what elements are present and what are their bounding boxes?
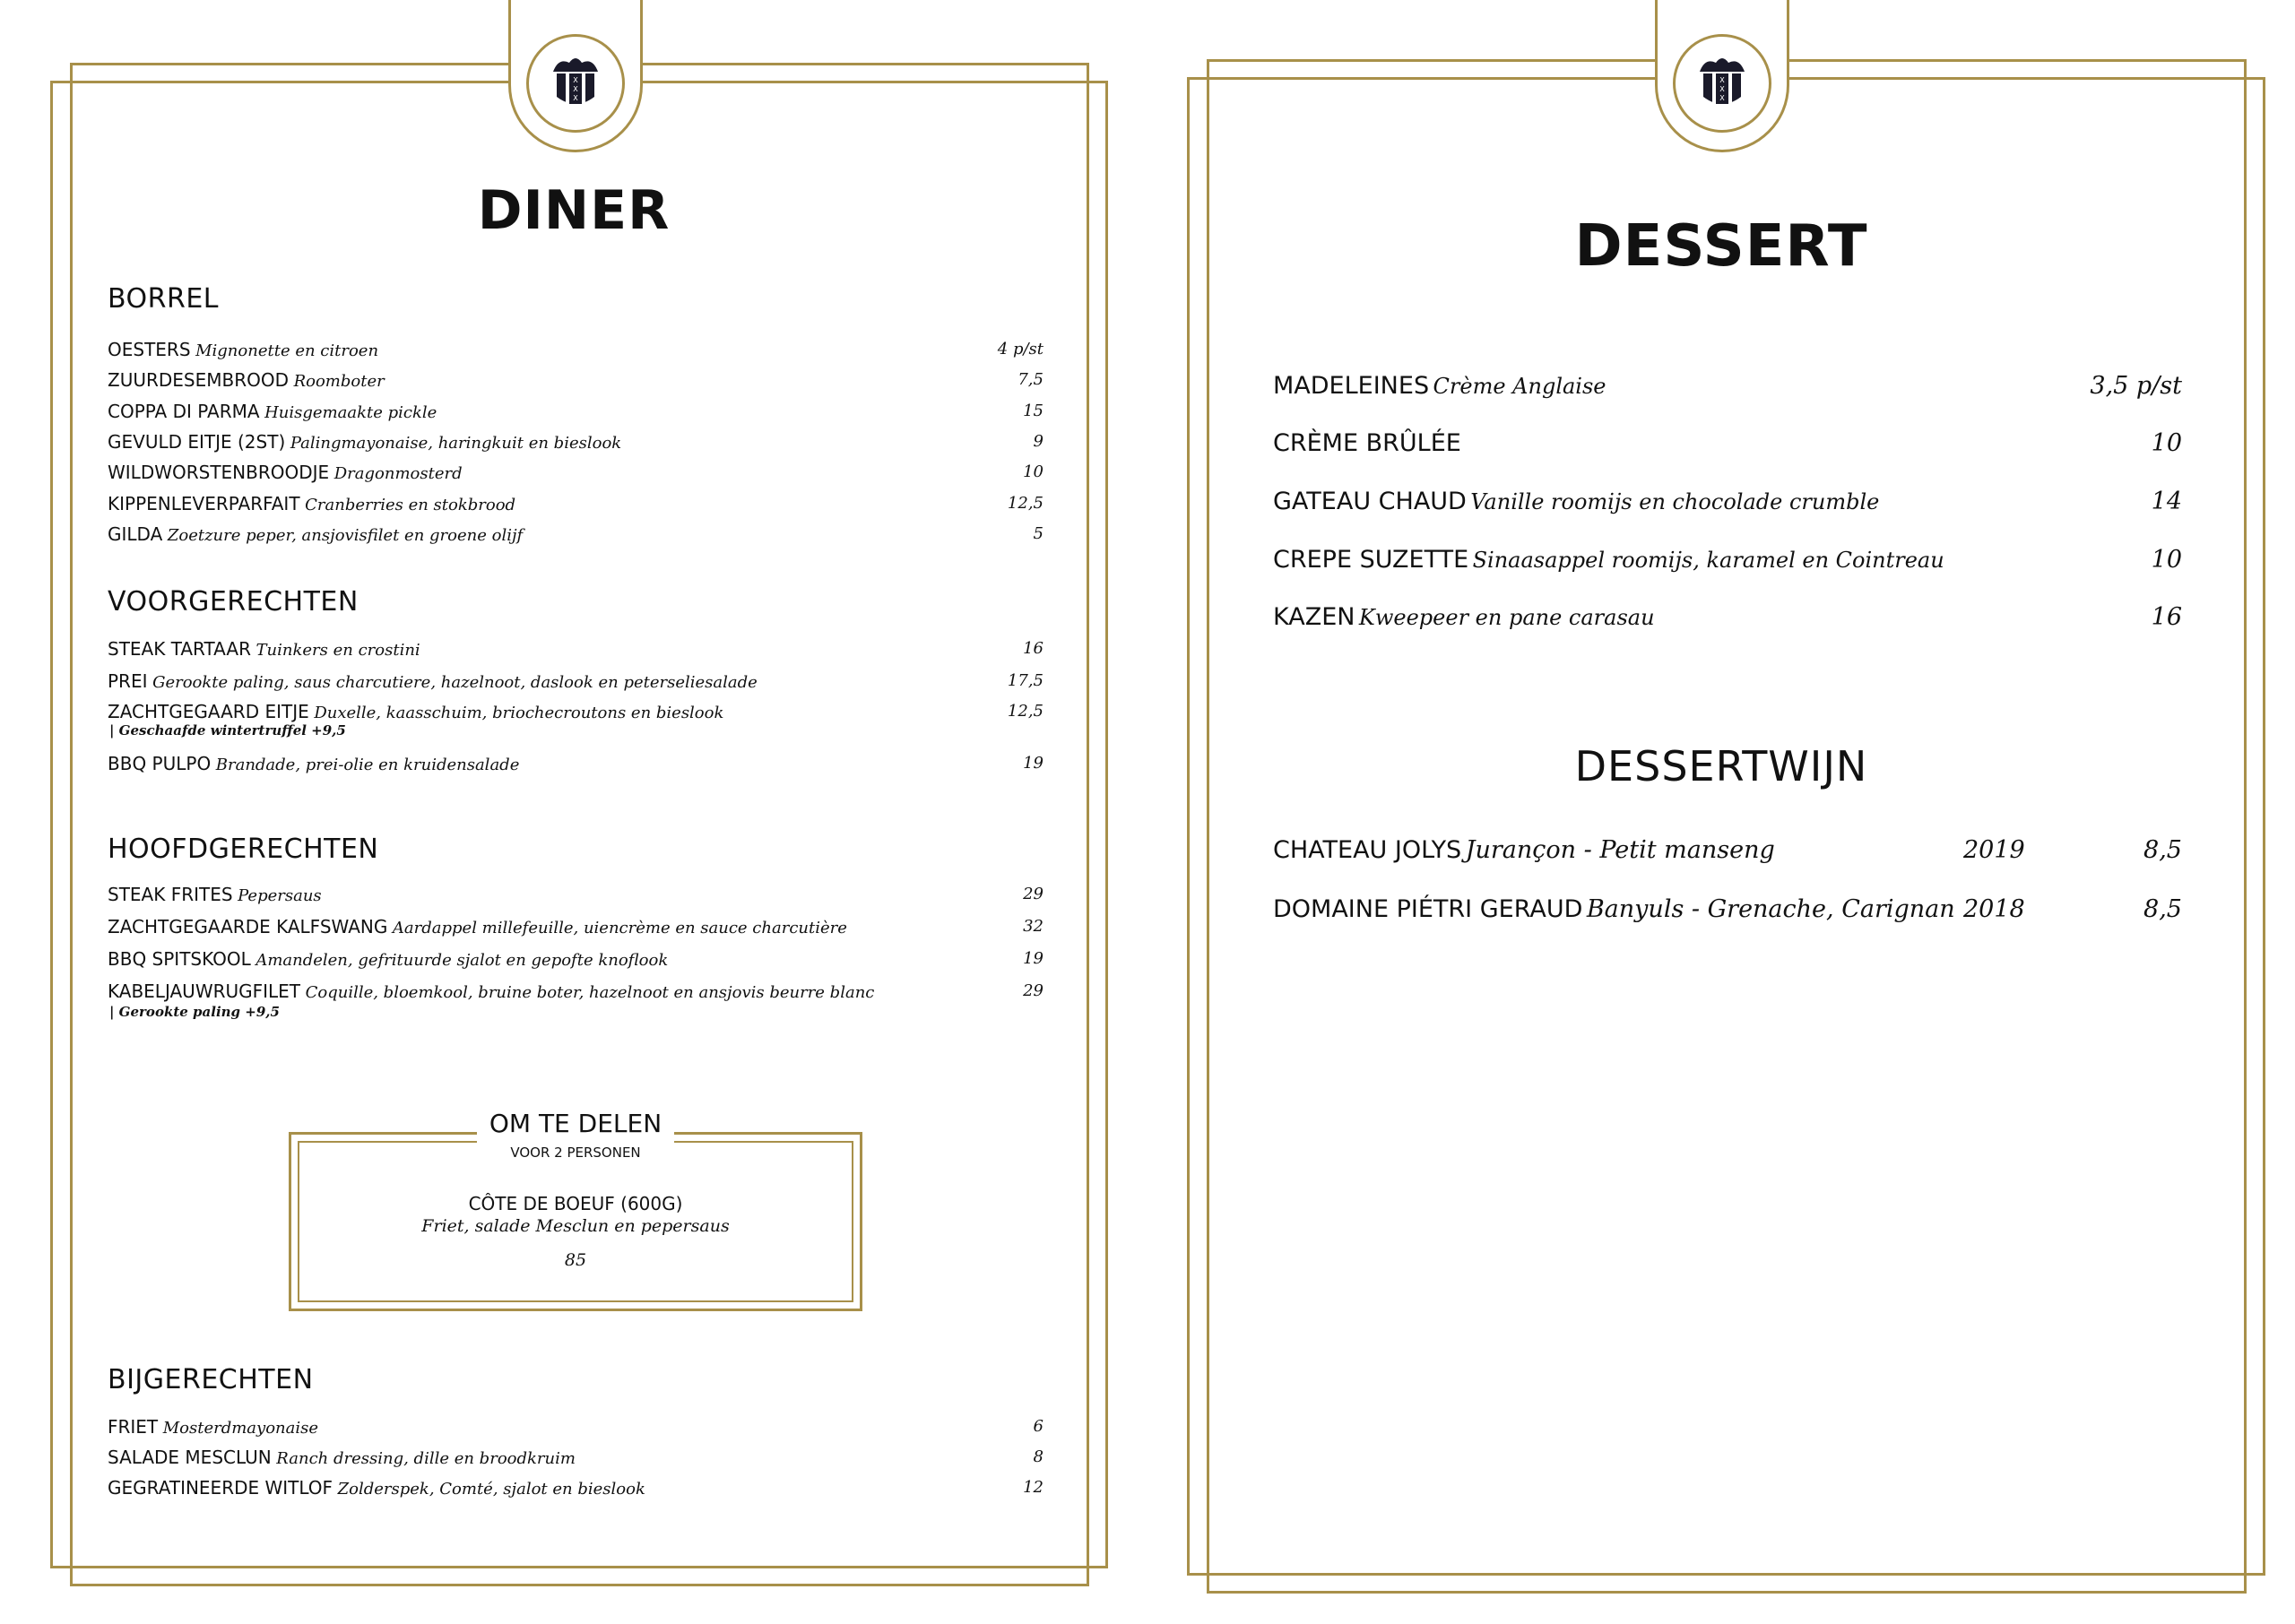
menu-item	[108, 462, 1044, 485]
menu-item-name: FRIET	[108, 1416, 159, 1438]
wine-description: Banyuls - Grenache, Carignan	[1586, 895, 1955, 923]
menu-item-price: 32	[1023, 917, 1044, 936]
menu-item-price: 19	[1023, 949, 1044, 968]
dessert-item	[1273, 545, 2182, 579]
section-heading: BIJGERECHTEN	[108, 1364, 314, 1395]
share-dish-price: 85	[564, 1250, 587, 1270]
page-title-dessert: DESSERT	[1574, 213, 1868, 280]
menu-item-description: Aardappel millefeuille, uiencrème en sauce charcutière	[392, 919, 847, 937]
menu-item-name: WILDWORSTENBROODJE	[108, 462, 330, 484]
svg-text:X: X	[573, 76, 578, 84]
menu-item	[108, 916, 1044, 939]
dessert-item-price: 10	[2151, 546, 2182, 574]
menu-item-price: 4 p/st	[997, 340, 1044, 358]
menu-item	[108, 1416, 1044, 1439]
dessert-item-name: CREPE SUZETTE	[1273, 546, 1469, 574]
menu-item	[108, 701, 1044, 724]
menu-item-description: Pepersaus	[238, 886, 322, 905]
right-emblem	[1655, 0, 1789, 152]
dessert-item-name: GATEAU CHAUD	[1273, 488, 1467, 515]
menu-item-name: KABELJAUWRUGFILET	[108, 980, 301, 1002]
menu-item-price: 9	[1033, 431, 1044, 451]
menu-item-description: Zoetzure peper, ansjovisfilet en groene olijf	[167, 525, 524, 545]
menu-item	[108, 339, 1044, 362]
menu-item-description: Ranch dressing, dille en broodkruim	[276, 1449, 576, 1468]
menu-item	[108, 1477, 1044, 1500]
menu-item-name: GEVULD EITJE (2ST)	[108, 430, 286, 453]
menu-item-price: 29	[1023, 885, 1044, 903]
menu-item-description: Duxelle, kaasschuim, briochecroutons en bieslook	[314, 704, 724, 722]
menu-item-name: BBQ SPITSKOOL	[108, 948, 251, 970]
menu-item-name: ZACHTGEGAARD EITJE	[108, 701, 309, 722]
dessert-item-price: 3,5 p/st	[2090, 372, 2182, 400]
menu-item-name: BBQ PULPO	[108, 753, 212, 774]
menu-item-description: Palingmayonaise, haringkuit en bieslook	[290, 433, 622, 453]
dessert-item-description: Kweepeer en pane carasau	[1358, 605, 1655, 630]
dessert-item-description: Sinaasappel roomijs, karamel en Cointreau	[1472, 548, 1944, 573]
menu-item-description: Tuinkers en crostini	[255, 641, 420, 660]
wine-name: DOMAINE PIÉTRI GERAUD	[1273, 895, 1583, 923]
share-subheading: VOOR 2 PERSONEN	[510, 1145, 641, 1161]
menu-item-name: KIPPENLEVERPARFAIT	[108, 492, 300, 514]
menu-item	[108, 670, 1044, 694]
amsterdam-crest-icon	[539, 47, 612, 120]
menu-item-price: 6	[1033, 1417, 1044, 1436]
svg-text:X: X	[1719, 85, 1725, 93]
menu-item-description: Amandelen, gefrituurde sjalot en gepofte knoflook	[255, 951, 669, 970]
menu-item	[108, 884, 1044, 907]
menu-item-name: STEAK TARTAAR	[108, 638, 251, 660]
wine-price: 8,5	[2143, 895, 2182, 923]
svg-text:X: X	[1719, 94, 1725, 102]
menu-item	[108, 493, 1044, 516]
wine-description: Jurançon - Petit manseng	[1465, 836, 1775, 864]
menu-item-description: Gerookte paling, saus charcutiere, hazelnoot, daslook en peterseliesalade	[152, 673, 758, 692]
dessert-item-price: 16	[2151, 603, 2182, 631]
svg-text:X: X	[1719, 76, 1725, 84]
menu-item	[108, 431, 1044, 454]
dessert-item	[1273, 428, 2182, 462]
section-heading: HOOFDGERECHTEN	[108, 834, 379, 865]
menu-item-description: Mignonette en citroen	[195, 341, 379, 360]
menu-item-name: SALADE MESCLUN	[108, 1447, 272, 1468]
menu-item	[108, 753, 1044, 776]
wine-price: 8,5	[2143, 836, 2182, 864]
section-title-dessertwijn: DESSERTWIJN	[1574, 742, 1868, 790]
menu-item-name: COPPA DI PARMA	[108, 400, 260, 422]
dessert-item-name: KAZEN	[1273, 603, 1355, 631]
amsterdam-crest-icon	[1685, 47, 1759, 120]
menu-item	[108, 369, 1044, 393]
menu-item	[108, 948, 1044, 972]
menu-item-price: 10	[1023, 462, 1044, 482]
menu-item-price: 15	[1023, 401, 1044, 420]
menu-item-name: STEAK FRITES	[108, 884, 233, 905]
menu-item-description: Zolderspek, Comté, sjalot en bieslook	[337, 1480, 645, 1499]
menu-item-description: Roomboter	[293, 372, 385, 392]
menu-item-price: 5	[1033, 523, 1044, 543]
menu-item-description: Brandade, prei-olie en kruidensalade	[215, 756, 520, 774]
dessert-item-name: MADELEINES	[1273, 372, 1430, 400]
menu-item-description: Huisgemaakte pickle	[264, 402, 437, 422]
share-heading: OM TE DELEN	[489, 1109, 663, 1138]
wine-year: 2018	[1963, 895, 2025, 923]
svg-text:X: X	[573, 85, 578, 93]
menu-item-name: GEGRATINEERDE WITLOF	[108, 1477, 333, 1499]
wine-name: CHATEAU JOLYS	[1273, 836, 1462, 864]
menu-item-price: 12	[1023, 1478, 1044, 1497]
menu-item-price: 17,5	[1007, 671, 1044, 690]
menu-item-name: PREI	[108, 670, 148, 692]
menu-item-name: OESTERS	[108, 339, 191, 360]
dessert-item-name: CRÈME BRÛLÉE	[1273, 429, 1461, 457]
page-title-diner: DINER	[477, 179, 671, 242]
share-dish-description: Friet, salade Mesclun en pepersaus	[421, 1216, 730, 1236]
menu-item	[108, 523, 1044, 547]
menu-item-description: Coquille, bloemkool, bruine boter, hazelnoot en ansjovis beurre blanc	[305, 983, 875, 1002]
menu-item-name: ZACHTGEGAARDE KALFSWANG	[108, 916, 388, 937]
menu-item-price: 19	[1023, 754, 1044, 773]
dessert-item	[1273, 487, 2182, 521]
svg-text:X: X	[573, 94, 578, 102]
section-heading: BORREL	[108, 283, 220, 315]
right-inner-frame	[1187, 77, 2265, 1576]
dessert-item	[1273, 371, 2182, 405]
menu-item-price: 7,5	[1018, 370, 1044, 390]
menu-item	[108, 401, 1044, 424]
wine-year: 2019	[1963, 836, 2025, 864]
dessert-wine-item	[1273, 894, 2182, 929]
share-box	[289, 1109, 862, 1311]
menu-item	[108, 1447, 1044, 1470]
menu-item-price: 12,5	[1007, 702, 1044, 721]
menu-item-description: Dragonmosterd	[333, 464, 463, 484]
menu-item-price: 16	[1023, 639, 1044, 658]
dessert-item-price: 10	[2151, 429, 2182, 457]
menu-item-name: ZUURDESEMBROOD	[108, 369, 290, 392]
menu-item-price: 12,5	[1007, 493, 1044, 513]
left-emblem	[508, 0, 643, 152]
menu-item-price: 29	[1023, 981, 1044, 1000]
menu-item-description: Mosterdmayonaise	[162, 1419, 319, 1438]
dessert-item	[1273, 602, 2182, 636]
menu-item-supplement: | Geschaafde wintertruffel +9,5	[109, 722, 346, 739]
dessert-item-description: Vanille roomijs en chocolade crumble	[1470, 489, 1880, 514]
section-heading: VOORGERECHTEN	[108, 586, 359, 618]
share-dish-name: CÔTE DE BOEUF (600G)	[468, 1193, 683, 1214]
menu-item-name: GILDA	[108, 523, 163, 545]
menu-item-supplement: | Gerookte paling +9,5	[109, 1004, 280, 1020]
dessert-item-description: Crème Anglaise	[1433, 374, 1606, 399]
menu-item-description: Cranberries en stokbrood	[305, 495, 516, 514]
menu-item-price: 8	[1033, 1447, 1044, 1466]
menu-item	[108, 980, 1044, 1004]
dessert-item-price: 14	[2151, 488, 2182, 515]
dessert-wine-item	[1273, 835, 2182, 869]
menu-item	[108, 638, 1044, 661]
